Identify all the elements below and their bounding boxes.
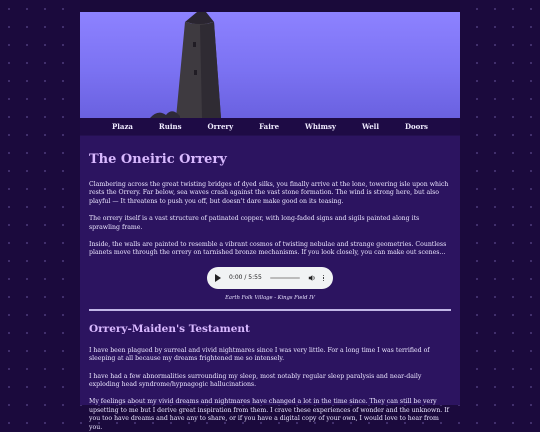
page-title: The Oneiric Orrery — [89, 152, 227, 167]
banner-image — [80, 12, 460, 118]
testament-paragraph-2: I have had a few abnormalities surrounding my sleep, most notably regular sleep paralysis and near-daily exploding head syndrome/hypnagogic hallucinations. — [89, 372, 422, 389]
page-frame — [80, 0, 460, 431]
testament-title: Orrery-Maiden's Testament — [89, 322, 250, 335]
nav-item-doors[interactable]: Doors — [404, 122, 428, 131]
audio-caption: Earth Folk Village - Kings Field IV — [225, 294, 315, 301]
interior-paragraph: Inside, the walls are painted to resemble a vibrant cosmos of twisting nebulae and strange geometries. Countless planets move through the orrery on tarnished bronze mechanisms. If you look closely, you can make out scenes... — [89, 241, 447, 257]
nav-item-orrery[interactable]: Orrery — [207, 122, 234, 131]
intro-paragraph: Clambering across the great twisting bridges of dyed silks, you finally arrive at the lone, towering isle upon which rests the Orrery. Far below, sea waves crash against the vast stone formation. The wind is strong here, but also playful — It threatens to push you off, but doesn't dare make good on its teasing. — [89, 181, 449, 205]
audio-progress-track[interactable] — [270, 277, 300, 279]
nav-item-ruins[interactable]: Ruins — [158, 122, 182, 131]
tower-illustration — [80, 12, 460, 118]
testament-paragraph-3: My feelings about my vivid dreams and nightmares have changed a lot in the time since. They can still be very upsetting to me but I derive great inspiration from them. I crave these experiences of wonder and the unknown. If you too have dreams and have any to share, or if you have a digital copy of your own, I would love to hear from you. — [89, 398, 449, 431]
nav-item-well[interactable]: Well — [361, 122, 379, 131]
nav-item-plaza[interactable]: Plaza — [112, 122, 133, 131]
more-options-icon[interactable] — [322, 275, 325, 282]
audio-player — [207, 267, 333, 289]
audio-time: 0:00 / 5:55 — [229, 274, 262, 282]
main-content — [80, 136, 460, 431]
main-nav — [80, 118, 460, 135]
nav-item-faire[interactable]: Faire — [259, 122, 280, 131]
section-divider — [89, 309, 451, 311]
volume-icon[interactable] — [308, 274, 316, 282]
nav-item-whimsy[interactable]: Whimsy — [304, 122, 336, 131]
testament-paragraph-1: I have been plagued by surreal and vivid nightmares since I was very little. For a long time I was terrified of sleeping at all because my dreams frightened me so intensely. — [89, 346, 430, 363]
orrery-paragraph: The orrery itself is a vast structure of patinated copper, with long-faded signs and sigils painted along its sprawling frame. — [89, 215, 420, 231]
top-bar — [80, 0, 460, 12]
play-icon[interactable] — [215, 274, 221, 282]
